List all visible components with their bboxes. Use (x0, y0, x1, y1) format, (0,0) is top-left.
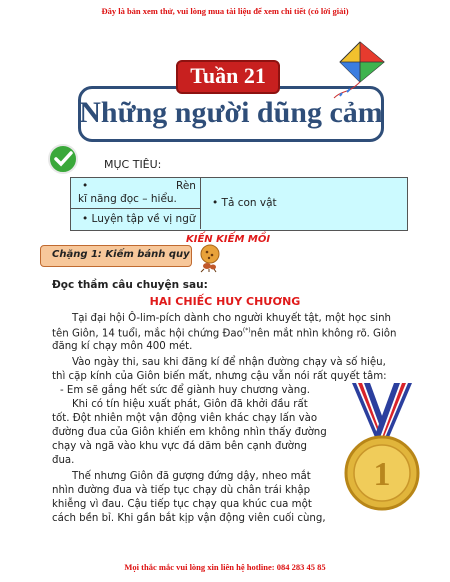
story-line: nhìn đường đua và tiếp tục chạy dù chân trái khập (52, 485, 311, 496)
reading-instruction: Đọc thầm câu chuyện sau: (52, 279, 208, 291)
story-line: cách bền bỉ. Khi gần bắt kịp vận động viên cuối cùng, (52, 513, 326, 524)
objective-item-reading: kĩ năng đọc – hiểu. (78, 193, 177, 205)
story-line: Vào ngày thi, sau khi đăng kí để nhận đường chạy và số hiệu, (72, 357, 386, 368)
story-line: Thế nhưng Giôn đã gượng đứng dậy, nheo mắt (72, 471, 311, 482)
story-line: tốt. Đột nhiên một vận động viên khác chạy lấn vào (52, 413, 318, 424)
story-title: HAI CHIẾC HUY CHƯƠNG (149, 295, 301, 308)
story-line: Khi có tín hiệu xuất phát, Giôn đã khởi đầu rất (72, 399, 308, 410)
story-line: chạy và ngã vào khu vực đá dăm bên cạnh đường (52, 441, 307, 452)
objective-item-reading-word: Rèn (176, 180, 196, 192)
story-line: đường đua của Giôn khiến em không nhìn thấy đường (52, 427, 327, 438)
objective-item-describe-animal: • Tả con vật (212, 197, 277, 209)
checkmark-icon (48, 144, 78, 174)
story-line: Tại đại hội Ô-lim-pích dành cho người khuyết tật, một học sinh (72, 313, 391, 324)
kite-icon (330, 40, 390, 100)
stage-label: Chặng 1: Kiếm bánh quy (52, 249, 190, 260)
objective-bullet: • (82, 180, 89, 192)
page-title: Những người dũng cảm (79, 96, 383, 129)
story-line: đăng kí chạy môn 400 mét. (52, 341, 193, 352)
objective-item-predicate: • Luyện tập về vị ngữ (82, 213, 196, 225)
header-preview-note: Đây là bản xem thử, vui lòng mua tài liệu để xem chi tiết (có lời giải) (101, 6, 349, 16)
story-line: tên Giôn, 14 tuổi, mắc hội chứng Đao(*)nên mắt nhìn không rõ. Giôn (52, 327, 397, 340)
ant-with-cookie-icon (195, 243, 225, 273)
story-line: - Em sẽ gắng hết sức để giành huy chương vàng. (60, 385, 310, 396)
gold-medal-icon (322, 383, 442, 513)
story-line: thì cặp kính của Giôn biến mất, nhưng cậu vẫn nói rất quyết tâm: (52, 371, 387, 382)
story-line: đua. (52, 455, 75, 466)
section-heading: KIẾN KIẾM MỒI (186, 234, 271, 245)
objectives-heading: MỤC TIÊU: (104, 158, 162, 171)
story-line: khiễng vì đau. Cậu tiếp tục chạy qua khúc cua một (52, 499, 312, 510)
footer-hotline-note: Mọi thắc mắc vui lòng xin liên hệ hotline: 084 283 45 85 (124, 562, 326, 572)
medal-number: 1 (373, 456, 391, 493)
footnote-marker: (*) (242, 327, 251, 334)
week-label: Tuần 21 (190, 63, 266, 88)
objectives-table-divider (70, 208, 200, 209)
